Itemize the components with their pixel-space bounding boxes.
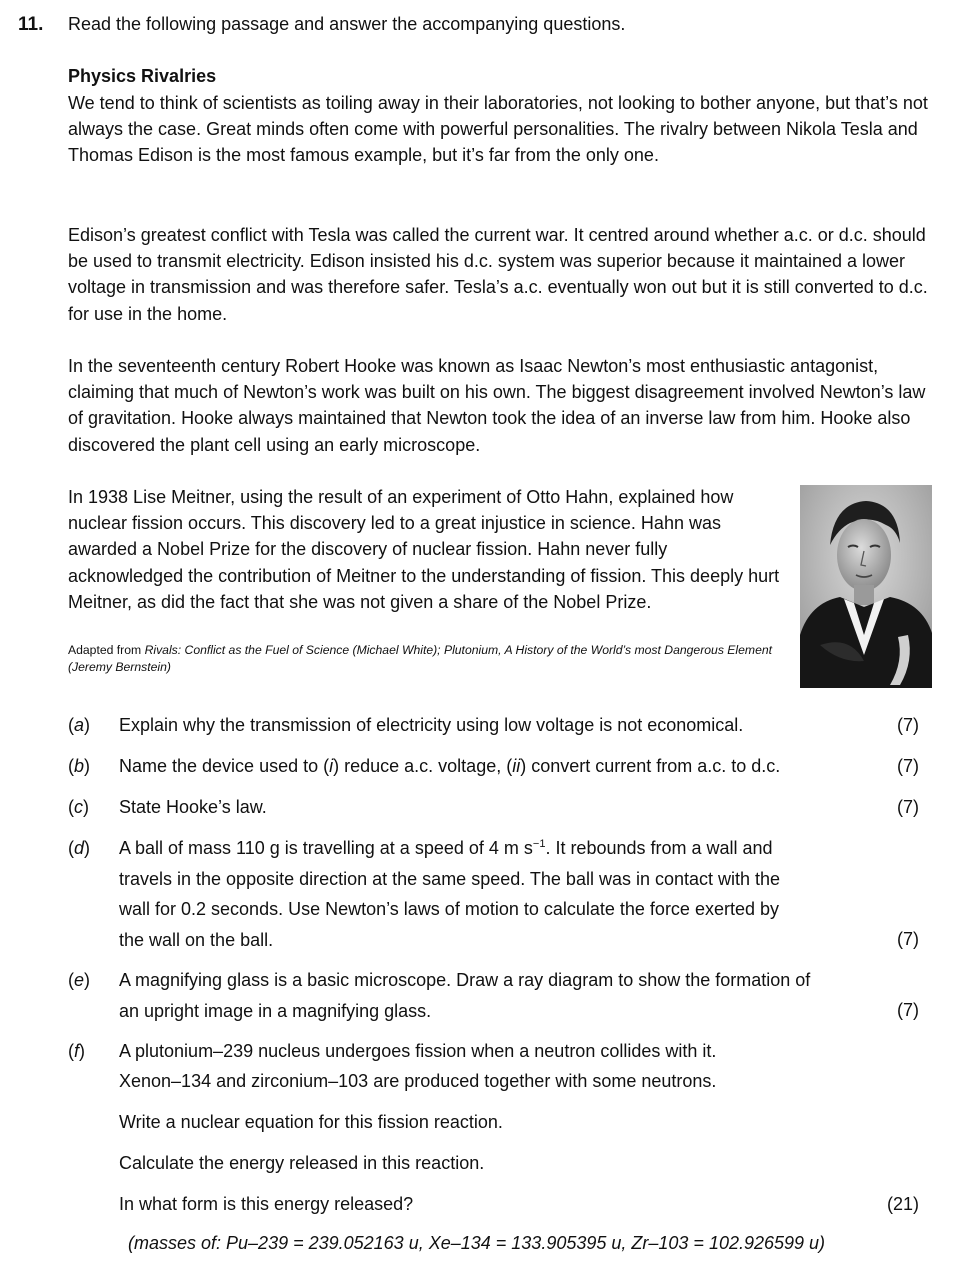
lise-meitner-portrait bbox=[800, 485, 932, 688]
part-label-e: (e) bbox=[68, 970, 91, 990]
part-label-c: (c) bbox=[68, 797, 89, 817]
part-d-line-3: wall for 0.2 seconds. Use Newton’s laws of motion to calculate the force exerted by bbox=[119, 899, 779, 919]
part-d-line-2: travels in the opposite direction at the same speed. The ball was in contact with the bbox=[119, 868, 781, 889]
marks-a: (7) bbox=[897, 715, 919, 735]
passage-paragraph-1: We tend to think of scientists as toiling away in their laboratories, not looking to bother anyone, but that’s not always the case. Great minds often come with powerful personalities. The rivalry between Nikola Tesla and Thomas Edison is the most famous example, but it’s far from the only one. bbox=[68, 93, 928, 166]
source-citation bbox=[68, 642, 788, 676]
masses-note: (masses of: Pu–239 = 239.052163 u, Xe–134 = 133.905395 u, Zr–103 = 102.926599 u) bbox=[128, 1233, 826, 1253]
part-label-a: (a) bbox=[68, 715, 91, 735]
marks-e: (7) bbox=[897, 1000, 919, 1020]
part-e-text: A magnifying glass is a basic microscope. Draw a ray diagram to show the formation of an upright image in a magnifying glass. bbox=[119, 970, 811, 1021]
passage-paragraph-2: Edison’s greatest conflict with Tesla was called the current war. It centred around whether a.c. or d.c. should be used to transmit electricity. Edison insisted his d.c. system was superior because it maintained a lower voltage in transmission and was therefore safer. Tesla’s a.c. eventually won out but it is still converted to d.c. for use in the home. bbox=[68, 225, 928, 324]
marks-d: (7) bbox=[897, 929, 919, 949]
passage-paragraph-4: In 1938 Lise Meitner, using the result of an experiment of Otto Hahn, explained how nuclear fission occurs. This discovery led to a great injustice in science. Hahn was awarded a Nobel Prize for the discovery of nuclear fission. Hahn never fully acknowledged the contribution of Meitner to the understanding of fission. This deeply hurt Meitner, as did the fact that she was not given a share of the Nobel Prize. bbox=[68, 487, 780, 612]
part-c-text: State Hooke’s law. bbox=[119, 797, 267, 817]
part-a-text: Explain why the transmission of electricity using low voltage is not economical. bbox=[119, 715, 744, 735]
exam-page: 11. Read the following passage and answer the accompanying questions. Physics Rivalries We tend to think of scientists as toiling away in their laboratories, not looking to bother anyone, but that’s not always the case. Great minds often come with powerful personalities. The rivalry between Nikola Tesla and Thomas Edison is the most famous example, but it’s far from the only one. Edison’s greatest conflict with Tesla was called the current war. It centred around whether a.c. or d.c. should be used to transmit electricity. Edison insisted his d.c. system was superior because it maintained a lower voltage in transmission and was therefore safer. Tesla’s a.c. eventually won out but it is still converted to d.c. for use in the home. In the seventeenth century Robert Hooke was known as Isaac Newton’s most enthusiastic antagonist, claiming that much of Newton’s work was built on his own. The biggest disagreement involved Newton’s law of gravitation. Hooke always maintained that Newton took the idea of an inverse law from him. Hooke also discovered the plant cell using an early microscope. In 1938 Lise Meitner, using the result of an experiment of Otto Hahn, explained how nuclear fission occurs. This discovery led to a great injustice in science. Hahn was awarded a Nobel Prize for the discovery of nuclear fission. Hahn never fully acknowledged the contribution of Meitner to the understanding of fission. This deeply hurt Meitner, as did the fact that she was not given a share of the Nobel Prize. Adapted from Rivals: Conflict as the Fuel of Science (Michael White); Plutonium, A History of the World’s most Dangerous Element (Jeremy Bernstein) (a) Explain why the transmission of electricity using low voltage is not economical. (7) (b) Name the device used to (i) reduce a.c. voltage, (ii) convert current from a.c. to d.c. (7) (c) State Hooke’s law. (7) (d) A ball of mass 110 g is travelling at a speed of 4 m $s^{-1}$. It rebounds from a wall and travels in the opposite direction at the same speed. The ball was in contact with the wall for 0.2 seconds. Use Newton’s laws of motion to calculate the force exerted by the wall on the ball. (7) (e) A magnifying glass is a basic microscope. Draw a ray diagram to show the formation of an upright image in a magnifying glass. (7) (f) A plutonium–239 nucleus undergoes fission when a neutron collides with it. Xenon–134 and zirconium–103 are produced together with some neutrons. Write a nuclear equation for this fission reaction. Calculate the energy released in this reaction. In what form is this energy released? (21) (masses of: Pu–239 = 239.052163 u, Xe–134 = 133.905395 u, Zr–103 = 102.926599 u) bbox=[0, 0, 968, 1284]
part-d-text bbox=[119, 833, 859, 955]
passage-paragraph-3: In the seventeenth century Robert Hooke was known as Isaac Newton’s most enthusiastic antagonist, claiming that much of Newton’s work was built on his own. The biggest disagreement involved Newton’s law of gravitation. Hooke always maintained that Newton took the idea of an inverse law from him. Hooke also discovered the plant cell using an early microscope. bbox=[68, 356, 926, 455]
marks-f: (21) bbox=[886, 1194, 919, 1214]
part-label-b: (b) bbox=[68, 756, 91, 776]
part-label-d: (d) bbox=[68, 838, 91, 858]
source-prefix: Adapted from bbox=[68, 643, 145, 657]
question-number: 11. bbox=[18, 14, 44, 35]
marks-b: (7) bbox=[897, 756, 919, 776]
part-label-f: (f) bbox=[68, 1041, 86, 1061]
passage-title: Physics Rivalries bbox=[68, 66, 217, 86]
part-b-text: Name the device used to (i) reduce a.c. voltage, (ii) convert current from a.c. to d.c. bbox=[119, 756, 781, 776]
question-intro: Read the following passage and answer the accompanying questions. bbox=[68, 14, 626, 34]
marks-c: (7) bbox=[897, 797, 919, 817]
source-text: Rivals: Conflict as the Fuel of Science (Michael White); Plutonium, A History of the World’s most Dangerous Element (Jeremy Bernstein) bbox=[68, 643, 773, 674]
part-d-line-1: A ball of mass 110 g is travelling at a speed of 4 m $s^{-1}$. It rebounds from a wall and bbox=[119, 838, 773, 858]
part-d-line-4: the wall on the ball. bbox=[119, 929, 274, 950]
